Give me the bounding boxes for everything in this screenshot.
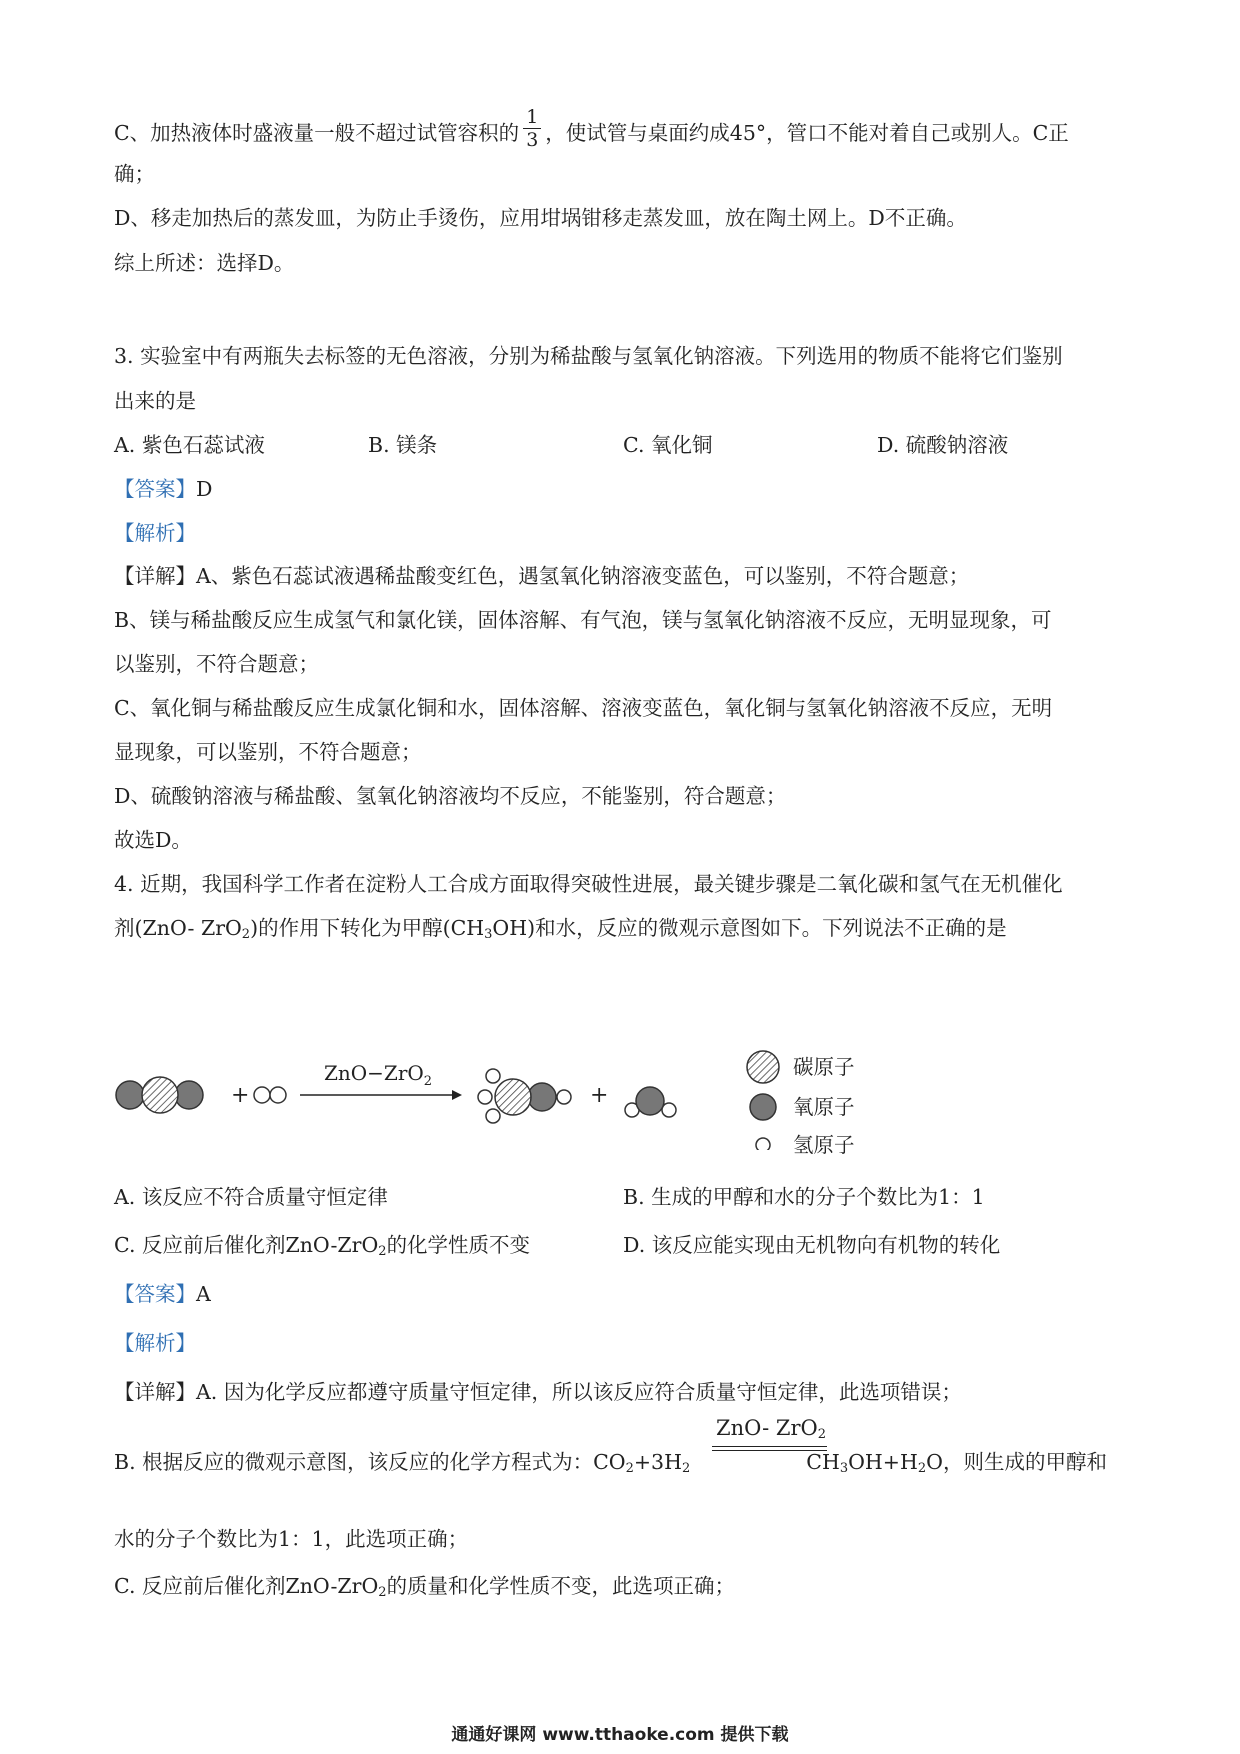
q3-detail-1: 【详解】A、紫色石蕊试液遇稀盐酸变红色，遇氢氧化钠溶液变蓝色，可以鉴别，不符合题意； — [114, 564, 970, 588]
q3-option-c: C. 氧化铜 — [623, 433, 713, 457]
q4-option-a: A. 该反应不符合质量守恒定律 — [114, 1185, 388, 1209]
q4-detail-b-cont: 水的分子个数比为1：1，此选项正确； — [114, 1527, 469, 1551]
hydrogen-atom — [270, 1087, 286, 1103]
q4-detail-c-part: C. 反应前后催化剂ZnO-ZrO — [114, 1574, 379, 1598]
legend — [747, 1051, 779, 1150]
q2-c-text-1: C、加热液体时盛液量一般不超过试管容积的 — [114, 121, 520, 145]
q3-option-d: D. 硫酸钠溶液 — [877, 433, 1009, 457]
q4-answer — [114, 1280, 211, 1308]
legend-oxygen-icon — [750, 1094, 776, 1120]
q3-stem-line1: 3. 实验室中有两瓶失去标签的无色溶液，分别为稀盐酸与氢氧化钠溶液。下列选用的物质不能将它们鉴别 — [114, 344, 1063, 368]
oxygen-atom — [116, 1081, 144, 1109]
q4-stem-part: 剂(ZnO- ZrO — [114, 916, 242, 940]
q3-option-b: B. 镁条 — [368, 433, 438, 457]
q4-stem-sub: 2 — [241, 927, 251, 942]
hydrogen-atom — [254, 1087, 270, 1103]
q4-detail-b-part: B. 根据反应的微观示意图，该反应的化学方程式为：CO — [114, 1450, 626, 1474]
q4-option-c — [114, 1231, 530, 1259]
q4-detail-c-part: 的质量和化学性质不变，此选项正确； — [386, 1574, 736, 1598]
oxygen-atom — [636, 1087, 664, 1115]
q4-detail-b-part: +3H — [633, 1450, 682, 1474]
q3-answer — [114, 475, 212, 503]
q3-detail-6: D、硫酸钠溶液与稀盐酸、氢氧化钠溶液均不反应，不能鉴别，符合题意； — [114, 784, 787, 808]
equation-catalyst — [716, 1416, 826, 1440]
answer-tag: 【答案】 — [114, 477, 196, 501]
q4-detail-b-sub: 2 — [681, 1461, 691, 1476]
catalyst-label: ZnO−ZrO$_2$ — [324, 1061, 433, 1089]
q4-stem-sub: 3 — [484, 927, 493, 942]
q2-c-text-2: ，使试管与桌面约成45°，管口不能对着自己或别人。C正 — [545, 121, 1069, 145]
q4-detail-b-sub: 2 — [625, 1461, 634, 1476]
co2-molecule — [116, 1077, 203, 1113]
q4-option-d: D. 该反应能实现由无机物向有机物的转化 — [623, 1233, 1001, 1257]
carbon-atom — [495, 1079, 531, 1115]
hydrogen-atom — [557, 1090, 571, 1104]
plus-sign: + — [590, 1083, 609, 1108]
q2-option-c-line1 — [114, 106, 1069, 157]
answer-value: D — [196, 477, 213, 501]
q4-detail-b-part: CH — [806, 1450, 840, 1474]
legend-carbon-icon — [747, 1051, 779, 1083]
fraction-numerator: 1 — [523, 106, 541, 129]
q4-option-c-part: C. 反应前后催化剂ZnO-ZrO — [114, 1233, 379, 1257]
q2-option-d: D、移走加热后的蒸发皿，为防止手烫伤，应用坩埚钳移走蒸发皿，放在陶土网上。D不正确。 — [114, 206, 967, 230]
q4-detail-c-sub: 2 — [378, 1585, 387, 1600]
legend-oxygen-label: 氧原子 — [793, 1095, 855, 1119]
h2-molecule — [254, 1087, 286, 1103]
analysis-tag: 【解析】 — [114, 1331, 196, 1355]
q3-detail-3: 以鉴别，不符合题意； — [114, 652, 319, 676]
q4-stem-line1: 4. 近期，我国科学工作者在淀粉人工合成方面取得突破性进展，最关键步骤是二氧化碳和氢气在无机催化 — [114, 872, 1063, 896]
q4-option-b: B. 生成的甲醇和水的分子个数比为1：1 — [623, 1185, 985, 1209]
analysis-tag: 【解析】 — [114, 521, 196, 545]
plus-sign: + — [231, 1083, 250, 1108]
page-footer: 通通好课网 www.tthaoke.com 提供下载 — [451, 1725, 789, 1745]
legend-hydrogen-label: 氢原子 — [793, 1133, 855, 1157]
arrowhead — [452, 1090, 462, 1100]
q4-detail-a: 【详解】A. 因为化学反应都遵守质量守恒定律，所以该反应符合质量守恒定律，此选项错误； — [114, 1380, 962, 1404]
q4-detail-b-sub: 2 — [917, 1461, 927, 1476]
q4-stem-part: )的作用下转化为甲醇(CH — [250, 916, 485, 940]
equation-catalyst-sub: 2 — [817, 1427, 826, 1442]
q3-option-a: A. 紫色石蕊试液 — [114, 433, 265, 457]
legend-carbon-label: 碳原子 — [793, 1055, 855, 1079]
fraction-one-third — [523, 106, 541, 151]
q3-analysis-tag — [114, 519, 196, 547]
q4-detail-b-sub: 3 — [839, 1461, 849, 1476]
legend-hydrogen-icon — [756, 1138, 770, 1150]
q4-stem-line2 — [114, 914, 1007, 942]
oxygen-atom — [528, 1083, 556, 1111]
q3-detail-2: B、镁与稀盐酸反应生成氢气和氯化镁，固体溶解、有气泡，镁与氢氧化钠溶液不反应，无明显现象，可 — [114, 608, 1052, 632]
fraction-denominator: 3 — [526, 129, 539, 151]
q3-stem-line2: 出来的是 — [114, 389, 196, 413]
q3-detail-5: 显现象，可以鉴别，不符合题意； — [114, 740, 422, 764]
water-molecule — [625, 1087, 676, 1117]
reaction-diagram — [0, 1040, 1240, 1150]
methanol-molecule — [478, 1069, 571, 1123]
q2-option-c-line2: 确； — [114, 162, 155, 186]
q3-detail-4: C、氧化铜与稀盐酸反应生成氯化铜和水，固体溶解、溶液变蓝色，氧化铜与氢氧化钠溶液不反应，无明 — [114, 696, 1053, 720]
q4-detail-b-part: O，则生成的甲醇和 — [926, 1450, 1107, 1474]
q4-detail-c — [114, 1572, 735, 1600]
hydrogen-atom — [478, 1090, 492, 1104]
q2-summary: 综上所述：选择D。 — [114, 251, 295, 275]
q4-option-c-sub: 2 — [378, 1244, 387, 1259]
q3-detail-7: 故选D。 — [114, 828, 192, 852]
equation-catalyst-text: ZnO- ZrO — [716, 1416, 818, 1440]
carbon-atom — [142, 1077, 178, 1113]
answer-tag: 【答案】 — [114, 1282, 196, 1306]
q4-detail-b — [114, 1448, 1107, 1476]
q4-detail-b-part: OH+H — [848, 1450, 918, 1474]
oxygen-atom — [175, 1081, 203, 1109]
answer-value: A — [196, 1282, 211, 1306]
q4-option-c-part: 的化学性质不变 — [386, 1233, 531, 1257]
hydrogen-atom — [486, 1069, 500, 1083]
hydrogen-atom — [486, 1109, 500, 1123]
q4-stem-part: OH)和水，反应的微观示意图如下。下列说法不正确的是 — [492, 916, 1007, 940]
q4-analysis-tag — [114, 1329, 196, 1357]
